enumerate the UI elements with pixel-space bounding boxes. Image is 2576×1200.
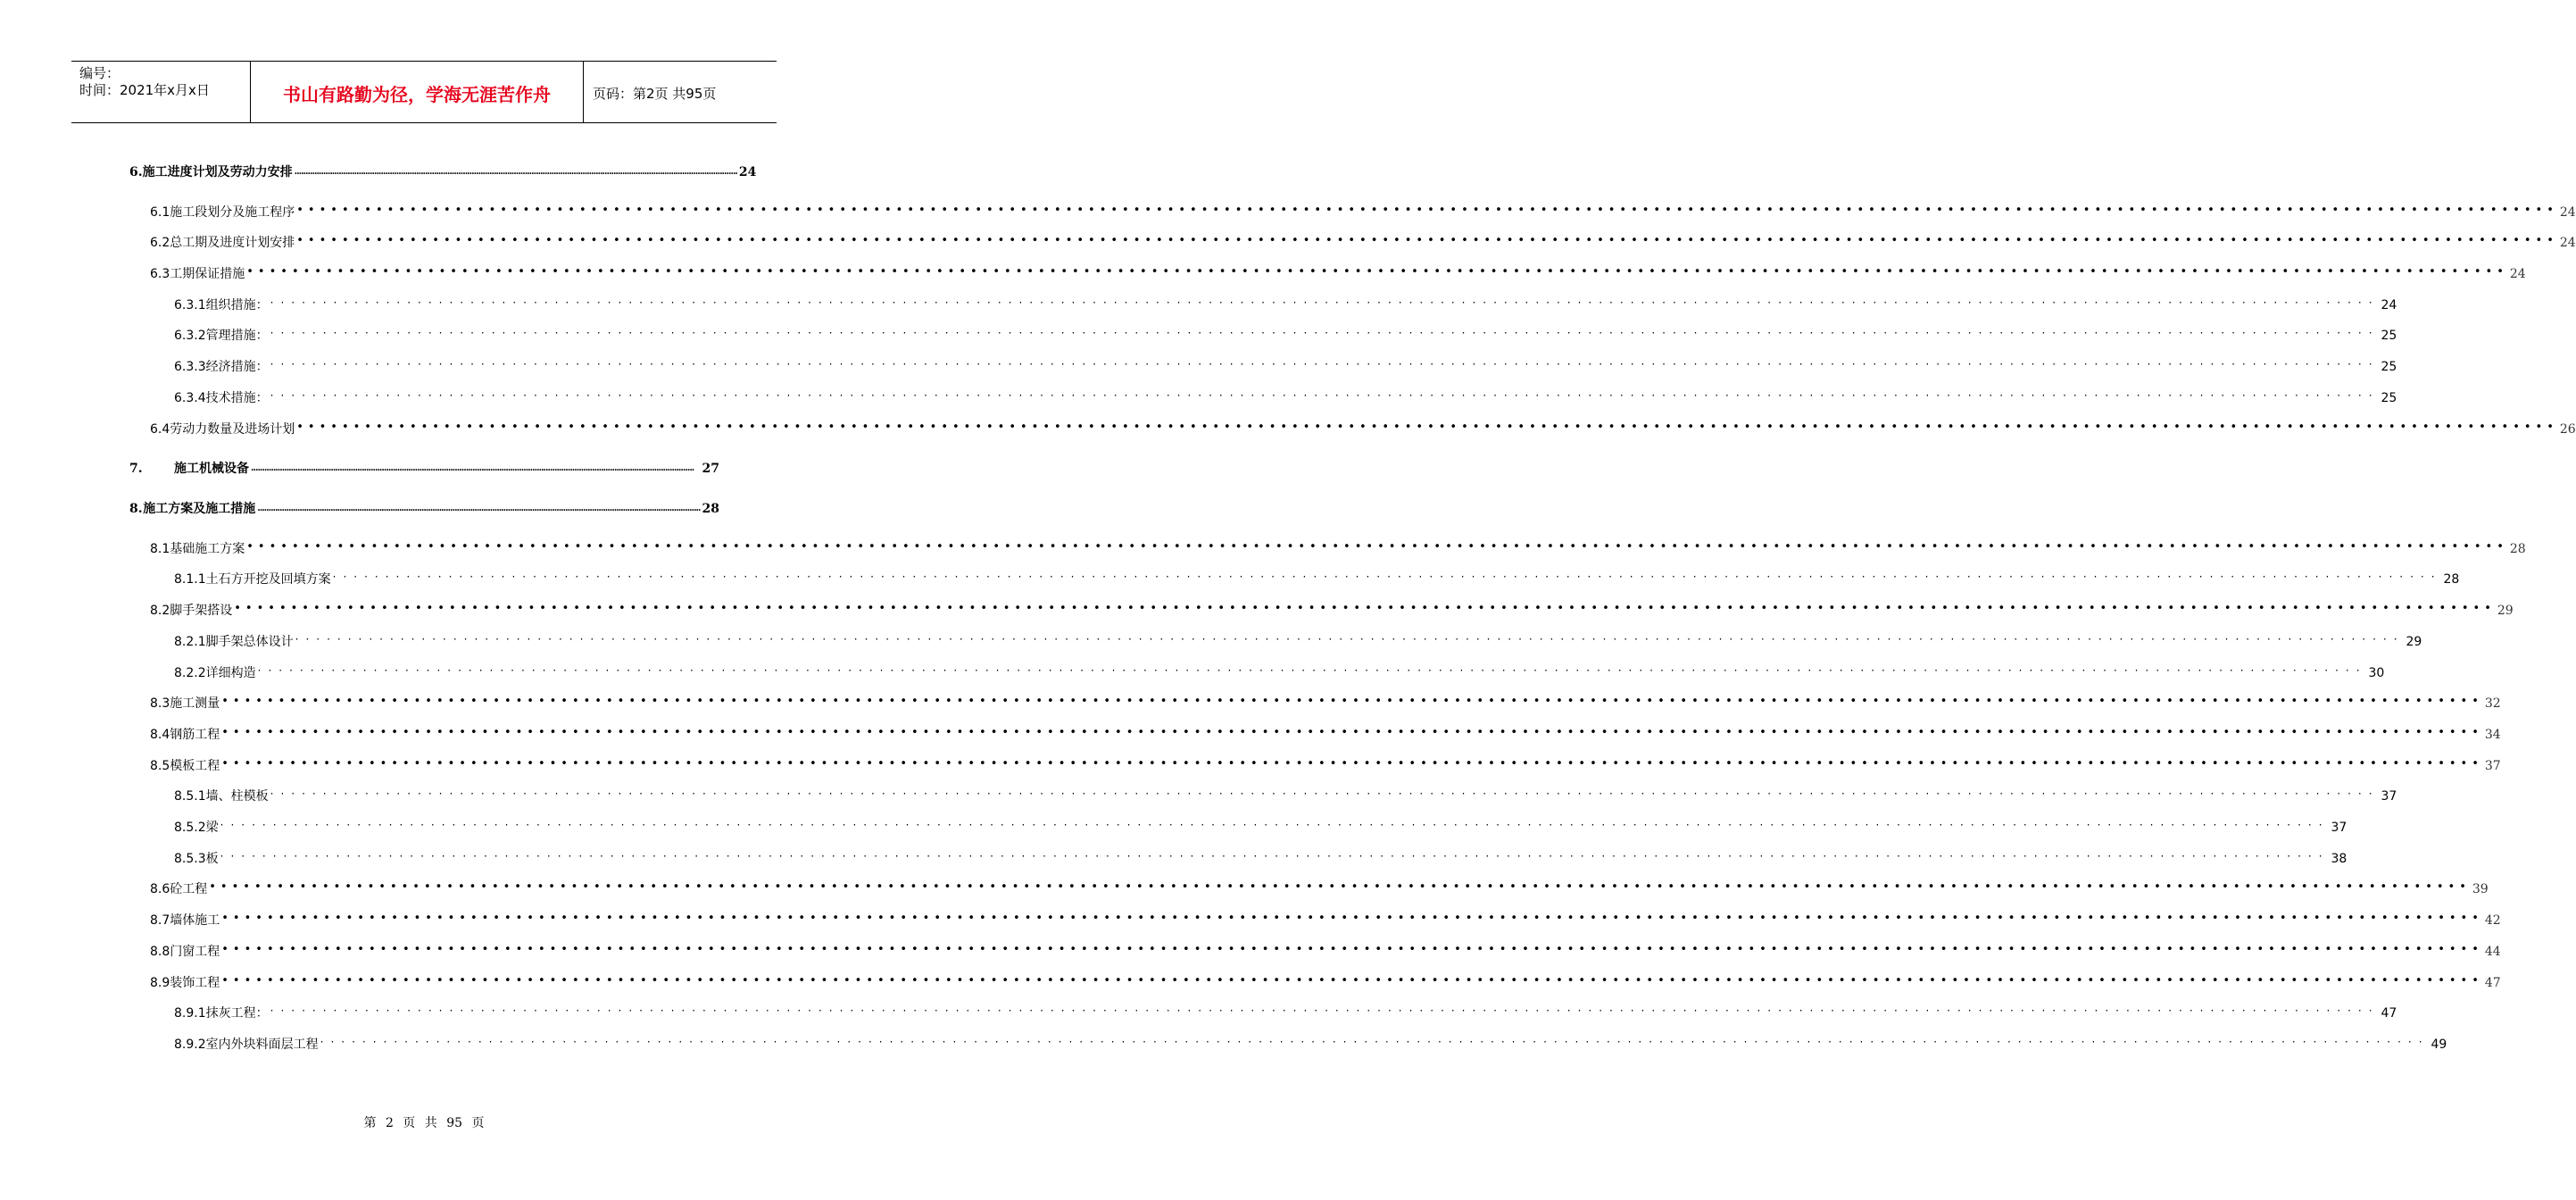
toc-entry-number: 8.9.2 — [174, 1038, 206, 1052]
toc-leader-dots: ........................................................................................................................................................................................................ — [251, 463, 694, 473]
toc-entry-page: 25 — [2381, 391, 2397, 405]
toc-entry[interactable] — [150, 694, 2501, 712]
toc-entry-title: 施工测量 — [170, 696, 220, 711]
toc-entry-number: 6.1 — [150, 205, 170, 220]
toc-entry[interactable] — [174, 818, 2347, 836]
toc-entry[interactable] — [174, 326, 2397, 344]
toc-entry-title: 梁 — [205, 821, 219, 835]
toc-leader-dots: ········································································································································································································ — [320, 1036, 2430, 1048]
toc-entry[interactable] — [150, 879, 2489, 897]
toc-entry[interactable] — [150, 420, 2576, 438]
toc-entry-page: 28 — [702, 502, 719, 516]
toc-leader-dots: ........................................................................................................................................................................................................ — [257, 504, 701, 513]
toc-entry[interactable] — [150, 601, 2514, 619]
toc-entry-number: 8.7 — [150, 913, 170, 928]
toc-leader-dots: ········································································································································································································ — [270, 296, 2380, 309]
toc-entry[interactable] — [150, 725, 2501, 743]
toc-leader-dots: ········································································································································································································ — [270, 358, 2380, 371]
code-label: 编号： — [79, 65, 120, 81]
toc-entry-title: 板 — [205, 852, 219, 866]
toc-entry-page: 30 — [2368, 666, 2385, 680]
toc-entry-number: 8.5.2 — [174, 821, 206, 835]
toc-leader-dots: •••••••••••••••••••••••••••••••••••••••••••••••••••••••••••••••••••••••••••••••••••••••••••••••••••••••••••••••••••••••••••••••••••••••••••••••••••••••••••••••••••••••••••••••••••••••••••••••••••••••• — [296, 421, 2558, 434]
toc-entry[interactable] — [150, 942, 2501, 960]
toc-entry[interactable] — [174, 663, 2385, 681]
toc-entry-number: 8.5.1 — [174, 789, 206, 804]
toc-entry-title: 详细构造 — [205, 666, 256, 680]
toc-leader-dots: ········································································································································································································ — [220, 850, 2330, 862]
toc-leader-dots: •••••••••••••••••••••••••••••••••••••••••••••••••••••••••••••••••••••••••••••••••••••••••••••••••••••••••••••••••••••••••••••••••••••••••••••••••••••••••••••••••••••••••••••••••••••••••••••••••••••••• — [221, 943, 2483, 956]
toc-entry[interactable] — [150, 264, 2526, 282]
toc-entry-page: 39 — [2472, 882, 2489, 896]
toc-entry[interactable] — [174, 849, 2347, 867]
toc-entry-page: 47 — [2484, 976, 2501, 990]
toc-entry-page: 37 — [2381, 789, 2397, 804]
toc-entry-number: 8.4 — [150, 728, 170, 742]
toc-entry-number: 8.2.2 — [174, 666, 206, 680]
toc-entry-page: 27 — [702, 462, 719, 476]
toc-entry-title: 工期保证措施 — [170, 267, 245, 281]
toc-entry-number: 8.1.1 — [174, 572, 206, 587]
toc-entry[interactable] — [174, 357, 2397, 375]
toc-entry-title: 管理措施： — [205, 329, 269, 343]
toc-entry-number: 8.2.1 — [174, 635, 206, 649]
toc-entry-number: 8.1 — [150, 542, 170, 556]
toc-entry-title: 墙、柱模板 — [205, 789, 269, 804]
page-footer: 第 2 页 共 95 页 — [363, 1116, 485, 1130]
toc-entry[interactable] — [174, 1035, 2447, 1053]
toc-entry-title: 施工方案及施工措施 — [143, 502, 256, 516]
toc-entry[interactable] — [174, 388, 2397, 406]
time-label: 时间：2021年x月x日 — [79, 82, 210, 98]
toc-entry-page: 28 — [2509, 542, 2526, 556]
toc-entry-title: 施工段划分及施工程序 — [170, 205, 295, 220]
toc-entry-number: 7. — [129, 462, 143, 476]
toc-entry-page: 24 — [2509, 267, 2526, 281]
toc-entry-title: 脚手架总体设计 — [205, 635, 294, 649]
toc-entry-title: 门窗工程 — [170, 945, 220, 959]
toc-entry-number: 8.3 — [150, 696, 170, 711]
toc-entry[interactable] — [174, 1004, 2397, 1021]
toc-entry-page: 37 — [2331, 821, 2347, 835]
toc-leader-dots: •••••••••••••••••••••••••••••••••••••••••••••••••••••••••••••••••••••••••••••••••••••••••••••••••••••••••••••••••••••••••••••••••••••••••••••••••••••••••••••••••••••••••••••••••••••••••••••••••••••••• — [246, 265, 2508, 279]
toc-entry-number: 8.6 — [150, 882, 170, 896]
toc-leader-dots: •••••••••••••••••••••••••••••••••••••••••••••••••••••••••••••••••••••••••••••••••••••••••••••••••••••••••••••••••••••••••••••••••••••••••••••••••••••••••••••••••••••••••••••••••••••••••••••••••••••••• — [209, 880, 2471, 894]
toc-leader-dots: ········································································································································································································ — [332, 571, 2442, 583]
toc-entry-page: 44 — [2484, 945, 2501, 959]
toc-entry-title: 土石方开挖及回填方案 — [205, 572, 331, 587]
toc-entry-title: 施工机械设备 — [174, 462, 249, 476]
toc-entry-number: 6.2 — [150, 236, 170, 250]
toc-entry-page: 29 — [2497, 604, 2514, 618]
toc-entry-title: 组织措施： — [205, 298, 269, 312]
toc-entry[interactable] — [129, 499, 719, 517]
toc-entry-number: 8.9.1 — [174, 1006, 206, 1021]
toc-entry[interactable] — [174, 296, 2397, 313]
toc-leader-dots: •••••••••••••••••••••••••••••••••••••••••••••••••••••••••••••••••••••••••••••••••••••••••••••••••••••••••••••••••••••••••••••••••••••••••••••••••••••••••••••••••••••••••••••••••••••••••••••••••••••••• — [296, 234, 2558, 247]
toc-entry-title: 技术措施： — [205, 391, 269, 405]
toc-entry-page: 34 — [2484, 728, 2501, 742]
toc-leader-dots: ········································································································································································································ — [270, 389, 2380, 402]
toc-entry-number: 6.3.3 — [174, 360, 206, 374]
toc-entry-number: 6. — [129, 165, 143, 179]
toc-leader-dots: ........................................................................................................................................................................................................ — [294, 167, 737, 177]
toc-entry[interactable] — [150, 756, 2501, 774]
header-motto: 书山有路勤为径，学海无涯苦作舟 — [251, 62, 584, 122]
toc-entry-number: 6.3 — [150, 267, 170, 281]
toc-entry[interactable] — [129, 459, 719, 477]
toc-entry-title: 室内外块料面层工程 — [205, 1038, 319, 1052]
toc-entry-title: 抹灰工程： — [205, 1006, 269, 1021]
toc-leader-dots: ········································································································································································································ — [220, 819, 2330, 831]
toc-leader-dots: ········································································································································································································ — [295, 633, 2405, 646]
toc-entry-title: 劳动力数量及进场计划 — [170, 422, 295, 437]
toc-leader-dots: •••••••••••••••••••••••••••••••••••••••••••••••••••••••••••••••••••••••••••••••••••••••••••••••••••••••••••••••••••••••••••••••••••••••••••••••••••••••••••••••••••••••••••••••••••••••••••••••••••••••• — [234, 602, 2496, 615]
toc-entry-title: 经济措施： — [205, 360, 269, 374]
toc-entry[interactable] — [150, 539, 2526, 557]
toc-entry-title: 基础施工方案 — [170, 542, 245, 556]
toc-entry-title: 施工进度计划及劳动力安排 — [142, 165, 293, 179]
toc-entry-page: 28 — [2443, 572, 2460, 587]
toc-entry-title: 墙体施工 — [170, 913, 220, 928]
toc-entry-number: 8.9 — [150, 976, 170, 990]
toc-entry-page: 24 — [2559, 205, 2576, 220]
toc-entry-page: 24 — [738, 165, 757, 179]
toc-entry-page: 29 — [2406, 635, 2422, 649]
toc-leader-dots: ········································································································································································································ — [270, 1004, 2380, 1017]
toc-entry-title: 砼工程 — [170, 882, 208, 896]
toc-leader-dots: •••••••••••••••••••••••••••••••••••••••••••••••••••••••••••••••••••••••••••••••••••••••••••••••••••••••••••••••••••••••••••••••••••••••••••••••••••••••••••••••••••••••••••••••••••••••••••••••••••••••• — [221, 695, 2483, 708]
toc-entry-title: 钢筋工程 — [170, 728, 220, 742]
toc-entry[interactable] — [174, 570, 2460, 588]
toc-entry-page: 49 — [2431, 1038, 2447, 1052]
toc-entry-number: 6.4 — [150, 422, 170, 437]
header-page-info: 页码：第2页 共95页 — [593, 85, 717, 102]
toc-leader-dots: •••••••••••••••••••••••••••••••••••••••••••••••••••••••••••••••••••••••••••••••••••••••••••••••••••••••••••••••••••••••••••••••••••••••••••••••••••••••••••••••••••••••••••••••••••••••••••••••••••••••• — [246, 540, 2508, 554]
toc-leader-dots: •••••••••••••••••••••••••••••••••••••••••••••••••••••••••••••••••••••••••••••••••••••••••••••••••••••••••••••••••••••••••••••••••••••••••••••••••••••••••••••••••••••••••••••••••••••••••••••••••••••••• — [221, 726, 2483, 739]
toc-leader-dots: •••••••••••••••••••••••••••••••••••••••••••••••••••••••••••••••••••••••••••••••••••••••••••••••••••••••••••••••••••••••••••••••••••••••••••••••••••••••••••••••••••••••••••••••••••••••••••••••••••••••• — [221, 912, 2483, 925]
toc-entry-number: 8.8 — [150, 945, 170, 959]
toc-entry-number: 8.2 — [150, 604, 170, 618]
toc-entry-number: 8.5 — [150, 759, 170, 773]
toc-entry-number: 8.5.3 — [174, 852, 206, 866]
toc-entry-title: 脚手架搭设 — [170, 604, 233, 618]
toc-entry-number: 6.3.1 — [174, 298, 206, 312]
toc-leader-dots: •••••••••••••••••••••••••••••••••••••••••••••••••••••••••••••••••••••••••••••••••••••••••••••••••••••••••••••••••••••••••••••••••••••••••••••••••••••••••••••••••••••••••••••••••••••••••••••••••••••••• — [221, 757, 2483, 771]
toc-entry-page: 47 — [2381, 1006, 2397, 1021]
toc-leader-dots: ········································································································································································································ — [270, 788, 2380, 800]
toc-entry-title: 总工期及进度计划安排 — [170, 236, 295, 250]
toc-entry-number: 6.3.4 — [174, 391, 206, 405]
toc-entry-page: 25 — [2381, 360, 2397, 374]
toc-leader-dots: •••••••••••••••••••••••••••••••••••••••••••••••••••••••••••••••••••••••••••••••••••••••••••••••••••••••••••••••••••••••••••••••••••••••••••••••••••••••••••••••••••••••••••••••••••••••••••••••••••••••• — [221, 974, 2483, 988]
toc-entry-title: 装饰工程 — [170, 976, 220, 990]
toc-entry-title: 模板工程 — [170, 759, 220, 773]
toc-entry[interactable] — [150, 973, 2501, 991]
toc-leader-dots: ········································································································································································································ — [270, 327, 2380, 339]
toc-entry-page: 42 — [2484, 913, 2501, 928]
toc-leader-dots: ········································································································································································································ — [257, 664, 2367, 677]
toc-entry-page: 24 — [2559, 236, 2576, 250]
toc-entry-page: 37 — [2484, 759, 2501, 773]
toc-entry-page: 26 — [2559, 422, 2576, 437]
toc-entry[interactable] — [129, 162, 757, 180]
toc-entry[interactable] — [174, 787, 2397, 804]
toc-entry[interactable] — [174, 632, 2422, 650]
toc-entry-page: 38 — [2331, 852, 2347, 866]
toc-leader-dots: •••••••••••••••••••••••••••••••••••••••••••••••••••••••••••••••••••••••••••••••••••••••••••••••••••••••••••••••••••••••••••••••••••••••••••••••••••••••••••••••••••••••••••••••••••••••••••••••••••••••• — [296, 204, 2558, 217]
toc-entry-page: 24 — [2381, 298, 2397, 312]
toc-entry[interactable] — [150, 203, 2576, 221]
toc-entry-number: 8. — [129, 502, 143, 516]
toc-entry-page: 32 — [2484, 696, 2501, 711]
toc-entry-page: 25 — [2381, 329, 2397, 343]
toc-entry[interactable] — [150, 233, 2576, 251]
toc-entry-number: 6.3.2 — [174, 329, 206, 343]
toc-entry[interactable] — [150, 911, 2501, 929]
